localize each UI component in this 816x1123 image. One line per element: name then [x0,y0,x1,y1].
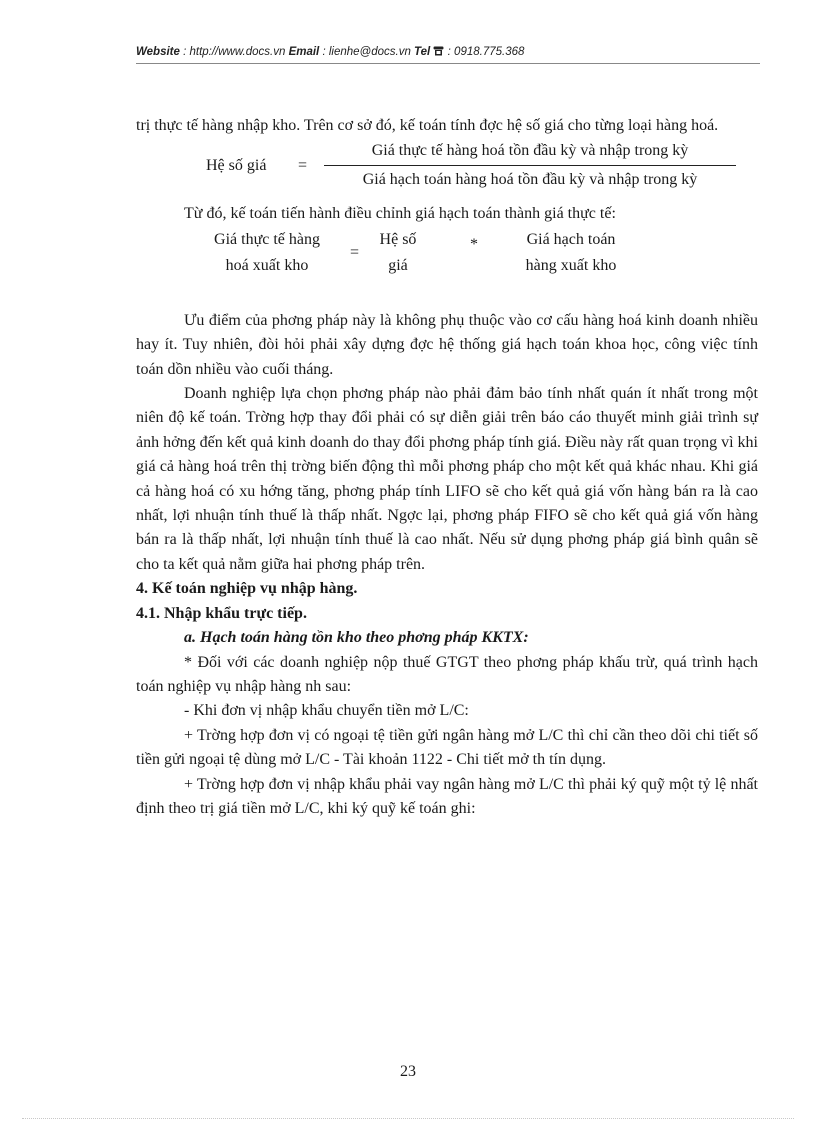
paragraph-case-2: + Trờng hợp đơn vị nhập khẩu phải vay ngân hàng mở L/C thì phải ký quỹ một tỷ lệ nhất định theo trị giá tiền mở L/C, khi ký quỹ kế toán ghi: [136,775,758,817]
section-heading: 4. Kế toán nghiệp vụ nhập hàng. [136,580,358,598]
website-value: : http://www.docs.vn [183,46,286,58]
formula2-term3-line2: hàng xuất kho [525,256,617,274]
paragraph-adjust: Từ đó, kế toán tiến hành điều chỉnh giá hạch toán thành giá thực tế: [184,205,616,223]
formula2-term-coefficient [368,227,428,279]
formula2-term-accounting-price [506,227,636,279]
formula2-term2-line2: giá [388,256,408,274]
phone-icon [433,46,447,58]
email-value: : lienhe@docs.vn [322,46,411,58]
formula2-term3-line1: Giá hạch toán [526,230,616,248]
formula-lhs: Hệ số giá [206,157,267,175]
formula-numerator: Giá thực tế hàng hoá tồn đầu kỳ và nhập trong kỳ [371,142,689,160]
page-bottom-divider [22,1118,794,1119]
paragraph-choice: Doanh nghiệp lựa chọn phơng pháp nào phải đảm bảo tính nhất quán ít nhất trong một niên độ kế toán. Trờng hợp thay đổi phải có sự diễn giải trên báo cáo thuyết minh giải trình sự ảnh hởng đến kết quả kinh doanh do thay đổi phơng pháp tính giá. Điều này rất quan trọng vì khi giá cả hàng hoá trên thị trờng biến động thì mỗi phơng pháp cho một kết quả khác nhau. Khi giá cả hàng hoá có xu hớng tăng, phơng pháp tính LIFO sẽ cho kết quả giá vốn hàng bán ra là cao nhất, lợi nhuận tính thuế là thấp nhất. Ngợc lại, phơng pháp FIFO sẽ cho kết quả giá vốn hàng bán ra là thấp nhất, lợi nhuận tính thuế là cao nhất. Nếu sử dụng phơng pháp giá bình quân sẽ cho ta kết quả nằm giữa hai phơng pháp trên. [136,385,758,573]
website-label: Website [136,46,180,58]
email-label: Email [288,46,320,58]
formula2-term-actual-price [192,227,342,279]
page-body [136,114,758,821]
tel-label: Tel [414,46,431,58]
paragraph-lc: - Khi đơn vị nhập khẩu chuyển tiền mở L/C: [184,702,469,720]
sub-subsection-heading: a. Hạch toán hàng tồn kho theo phơng pháp KKTX: [184,629,529,647]
fraction-bar [324,165,736,166]
tel-value: : 0918.775.368 [447,46,525,58]
paragraph-case-1: + Trờng hợp đơn vị có ngoại tệ tiền gửi ngân hàng mở L/C thì chỉ cần theo dõi chi tiết số tiền gửi ngoại tệ dùng mở L/C - Tài khoản 1122 - Chi tiết mở th tín dụng. [136,726,758,769]
formula-denominator: Giá hạch toán hàng hoá tồn đầu kỳ và nhập trong kỳ [362,171,698,189]
formula2-term1-line2: hoá xuất kho [225,256,309,274]
paragraph-gtgt: * Đối với các doanh nghiệp nộp thuế GTGT theo phơng pháp khấu trừ, quá trình hạch toán nghiệp vụ nhập hàng nh sau: [136,653,758,695]
header-divider [136,63,760,64]
formula-equals: = [298,157,308,175]
actual-price-formula [136,227,758,291]
page-header [136,46,524,58]
price-coefficient-formula [136,142,758,192]
paragraph-intro: trị thực tế hàng nhập kho. Trên cơ sở đó, kế toán tính đợc hệ số giá cho từng loại hàng hoá. [136,117,719,134]
formula2-multiply: * [470,235,478,253]
formula-fraction [324,139,736,192]
subsection-heading: 4.1. Nhập khẩu trực tiếp. [136,604,307,622]
formula2-term2-line1: Hệ số [379,230,417,248]
formula2-equals: = [350,243,360,261]
page-number: 23 [400,1063,416,1080]
formula2-term1-line1: Giá thực tế hàng [214,230,320,248]
paragraph-advantage: Ưu điểm của phơng pháp này là không phụ thuộc vào cơ cấu hàng hoá kinh doanh nhiều hay ít. Tuy nhiên, đòi hỏi phải xây dựng đợc hệ thống giá hạch toán khoa học, công việc tính toán dồn nhiều vào cuối tháng. [136,311,758,378]
